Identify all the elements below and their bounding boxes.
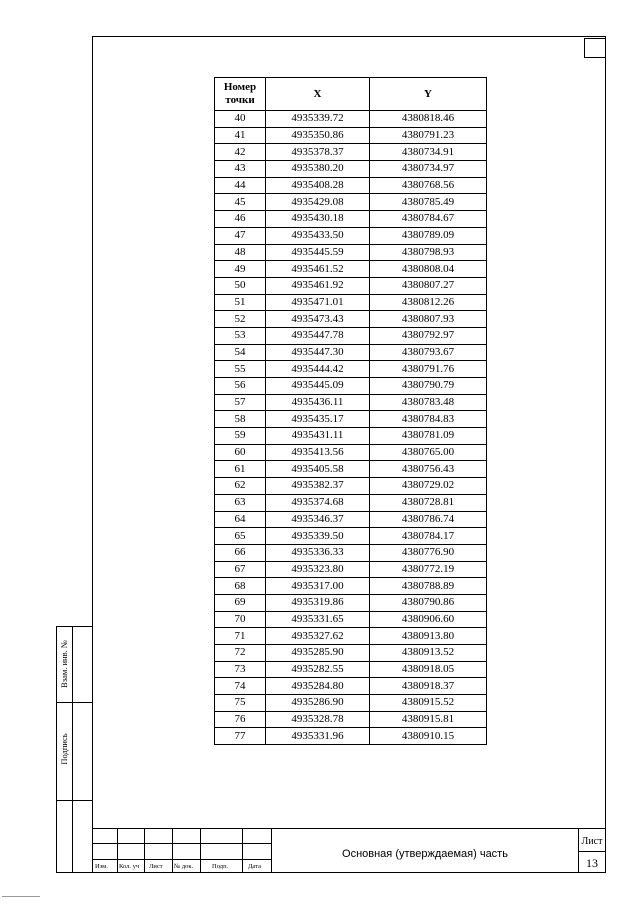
x-cell: 4935317.00 <box>266 578 370 595</box>
side-line <box>56 626 92 627</box>
point-number-cell: 47 <box>215 227 266 244</box>
point-number-cell: 68 <box>215 578 266 595</box>
y-cell: 4380807.93 <box>370 311 487 328</box>
table-row <box>215 511 487 528</box>
point-number-cell: 53 <box>215 327 266 344</box>
stamp-kol-uch: Кол. уч <box>119 863 140 870</box>
x-cell: 4935380.20 <box>266 161 370 178</box>
x-cell: 4935405.58 <box>266 461 370 478</box>
point-number-cell: 63 <box>215 494 266 511</box>
stamp-line <box>172 829 173 873</box>
x-cell: 4935374.68 <box>266 494 370 511</box>
x-cell: 4935413.56 <box>266 444 370 461</box>
point-number-cell: 69 <box>215 594 266 611</box>
point-number-cell: 41 <box>215 127 266 144</box>
point-number-cell: 49 <box>215 261 266 278</box>
table-row <box>215 678 487 695</box>
x-cell: 4935461.92 <box>266 277 370 294</box>
stamp-ndok: № док. <box>174 863 194 870</box>
table-row <box>215 428 487 445</box>
x-cell: 4935447.78 <box>266 327 370 344</box>
y-cell: 4380790.79 <box>370 378 487 395</box>
y-cell: 4380915.52 <box>370 695 487 712</box>
y-cell: 4380772.19 <box>370 561 487 578</box>
side-line <box>56 702 92 703</box>
table-row <box>215 261 487 278</box>
table-row <box>215 194 487 211</box>
y-cell: 4380786.74 <box>370 511 487 528</box>
x-cell: 4935445.59 <box>266 244 370 261</box>
x-cell: 4935447.30 <box>266 344 370 361</box>
table-row <box>215 711 487 728</box>
x-cell: 4935473.43 <box>266 311 370 328</box>
table-row <box>215 344 487 361</box>
y-cell: 4380798.93 <box>370 244 487 261</box>
table-row <box>215 277 487 294</box>
header-point-number: Номер точки <box>215 78 266 111</box>
y-cell: 4380789.09 <box>370 227 487 244</box>
point-number-cell: 57 <box>215 394 266 411</box>
y-cell: 4380788.89 <box>370 578 487 595</box>
stamp-line <box>242 829 243 873</box>
table-row <box>215 728 487 745</box>
y-cell: 4380784.67 <box>370 211 487 228</box>
point-number-cell: 48 <box>215 244 266 261</box>
table-row <box>215 528 487 545</box>
x-cell: 4935408.28 <box>266 177 370 194</box>
point-number-cell: 72 <box>215 645 266 662</box>
y-cell: 4380756.43 <box>370 461 487 478</box>
table-row <box>215 294 487 311</box>
y-cell: 4380785.49 <box>370 194 487 211</box>
point-number-cell: 51 <box>215 294 266 311</box>
stamp-data: Дата <box>248 863 261 870</box>
y-cell: 4380734.97 <box>370 161 487 178</box>
x-cell: 4935286.90 <box>266 695 370 712</box>
x-cell: 4935285.90 <box>266 645 370 662</box>
x-cell: 4935339.72 <box>266 111 370 128</box>
table-row <box>215 311 487 328</box>
y-cell: 4380791.23 <box>370 127 487 144</box>
side-strip <box>56 626 92 873</box>
point-number-cell: 56 <box>215 378 266 395</box>
y-cell: 4380818.46 <box>370 111 487 128</box>
point-number-cell: 66 <box>215 544 266 561</box>
side-line <box>56 800 92 801</box>
stamp-podp: Подп. <box>212 863 229 870</box>
table-row <box>215 144 487 161</box>
side-line <box>56 872 92 873</box>
vzam-inv-label: Взам. инв. № <box>59 640 69 688</box>
table-row <box>215 411 487 428</box>
table-body <box>215 111 487 745</box>
point-number-cell: 70 <box>215 611 266 628</box>
point-number-cell: 42 <box>215 144 266 161</box>
scan-mark <box>2 896 40 897</box>
stamp-line <box>578 851 606 852</box>
document-part-name: Основная (утверждаемая) часть <box>342 848 508 860</box>
table-row <box>215 444 487 461</box>
y-cell: 4380913.80 <box>370 628 487 645</box>
point-number-cell: 75 <box>215 695 266 712</box>
table-row <box>215 211 487 228</box>
y-cell: 4380781.09 <box>370 428 487 445</box>
x-cell: 4935436.11 <box>266 394 370 411</box>
point-number-cell: 67 <box>215 561 266 578</box>
header-y: Y <box>370 78 487 111</box>
x-cell: 4935339.50 <box>266 528 370 545</box>
table-row <box>215 611 487 628</box>
stamp-line <box>92 843 271 844</box>
y-cell: 4380808.04 <box>370 261 487 278</box>
side-line <box>72 626 73 873</box>
point-number-cell: 62 <box>215 478 266 495</box>
table-row <box>215 645 487 662</box>
point-number-cell: 73 <box>215 661 266 678</box>
y-cell: 4380792.97 <box>370 327 487 344</box>
table-row <box>215 111 487 128</box>
point-number-cell: 52 <box>215 311 266 328</box>
x-cell: 4935336.33 <box>266 544 370 561</box>
x-cell: 4935461.52 <box>266 261 370 278</box>
stamp-list: Лист <box>149 863 163 870</box>
y-cell: 4380776.90 <box>370 544 487 561</box>
x-cell: 4935435.17 <box>266 411 370 428</box>
sheet-number: 13 <box>586 856 598 870</box>
x-cell: 4935445.09 <box>266 378 370 395</box>
table-row <box>215 695 487 712</box>
x-cell: 4935328.78 <box>266 711 370 728</box>
y-cell: 4380918.05 <box>370 661 487 678</box>
point-number-cell: 61 <box>215 461 266 478</box>
table-row <box>215 244 487 261</box>
point-number-cell: 46 <box>215 211 266 228</box>
x-cell: 4935282.55 <box>266 661 370 678</box>
table-row <box>215 661 487 678</box>
table-row <box>215 361 487 378</box>
y-cell: 4380765.00 <box>370 444 487 461</box>
table-row <box>215 561 487 578</box>
y-cell: 4380768.56 <box>370 177 487 194</box>
x-cell: 4935378.37 <box>266 144 370 161</box>
y-cell: 4380790.86 <box>370 594 487 611</box>
side-line <box>56 626 57 873</box>
y-cell: 4380807.27 <box>370 277 487 294</box>
y-cell: 4380812.26 <box>370 294 487 311</box>
stamp-izm: Изм. <box>95 863 108 870</box>
y-cell: 4380910.15 <box>370 728 487 745</box>
point-number-cell: 71 <box>215 628 266 645</box>
table-row <box>215 177 487 194</box>
point-number-cell: 58 <box>215 411 266 428</box>
point-number-cell: 55 <box>215 361 266 378</box>
x-cell: 4935350.86 <box>266 127 370 144</box>
table-row <box>215 394 487 411</box>
table-row <box>215 378 487 395</box>
y-cell: 4380906.60 <box>370 611 487 628</box>
x-cell: 4935471.01 <box>266 294 370 311</box>
point-number-cell: 77 <box>215 728 266 745</box>
y-cell: 4380913.52 <box>370 645 487 662</box>
table-header-row <box>215 78 487 111</box>
point-number-cell: 50 <box>215 277 266 294</box>
table-row <box>215 578 487 595</box>
table-row <box>215 227 487 244</box>
x-cell: 4935444.42 <box>266 361 370 378</box>
y-cell: 4380728.81 <box>370 494 487 511</box>
table-row <box>215 478 487 495</box>
x-cell: 4935331.65 <box>266 611 370 628</box>
point-number-cell: 45 <box>215 194 266 211</box>
y-cell: 4380784.17 <box>370 528 487 545</box>
y-cell: 4380783.48 <box>370 394 487 411</box>
point-number-cell: 44 <box>215 177 266 194</box>
x-cell: 4935433.50 <box>266 227 370 244</box>
sheet-label: Лист <box>581 836 603 847</box>
stamp-line <box>92 859 271 860</box>
table-row <box>215 327 487 344</box>
table-row <box>215 544 487 561</box>
x-cell: 4935429.08 <box>266 194 370 211</box>
x-cell: 4935346.37 <box>266 511 370 528</box>
x-cell: 4935323.80 <box>266 561 370 578</box>
point-number-cell: 64 <box>215 511 266 528</box>
point-number-cell: 60 <box>215 444 266 461</box>
x-cell: 4935319.86 <box>266 594 370 611</box>
table-row <box>215 594 487 611</box>
x-cell: 4935430.18 <box>266 211 370 228</box>
point-number-cell: 43 <box>215 161 266 178</box>
x-cell: 4935284.80 <box>266 678 370 695</box>
y-cell: 4380734.91 <box>370 144 487 161</box>
y-cell: 4380793.67 <box>370 344 487 361</box>
point-number-cell: 40 <box>215 111 266 128</box>
table-row <box>215 628 487 645</box>
point-number-cell: 65 <box>215 528 266 545</box>
y-cell: 4380915.81 <box>370 711 487 728</box>
x-cell: 4935331.96 <box>266 728 370 745</box>
coordinates-table <box>214 77 487 745</box>
corner-box <box>584 38 606 58</box>
podpis-label: Подпись <box>59 733 69 765</box>
y-cell: 4380791.76 <box>370 361 487 378</box>
point-number-cell: 59 <box>215 428 266 445</box>
x-cell: 4935382.37 <box>266 478 370 495</box>
stamp-line <box>117 829 118 873</box>
table-row <box>215 127 487 144</box>
point-number-cell: 74 <box>215 678 266 695</box>
y-cell: 4380918.37 <box>370 678 487 695</box>
table-row <box>215 161 487 178</box>
x-cell: 4935327.62 <box>266 628 370 645</box>
point-number-cell: 54 <box>215 344 266 361</box>
table-row <box>215 494 487 511</box>
y-cell: 4380784.83 <box>370 411 487 428</box>
header-x: X <box>266 78 370 111</box>
y-cell: 4380729.02 <box>370 478 487 495</box>
point-number-cell: 76 <box>215 711 266 728</box>
stamp-line <box>92 829 93 873</box>
stamp-line <box>200 829 201 873</box>
x-cell: 4935431.11 <box>266 428 370 445</box>
stamp-line <box>144 829 145 873</box>
table-row <box>215 461 487 478</box>
